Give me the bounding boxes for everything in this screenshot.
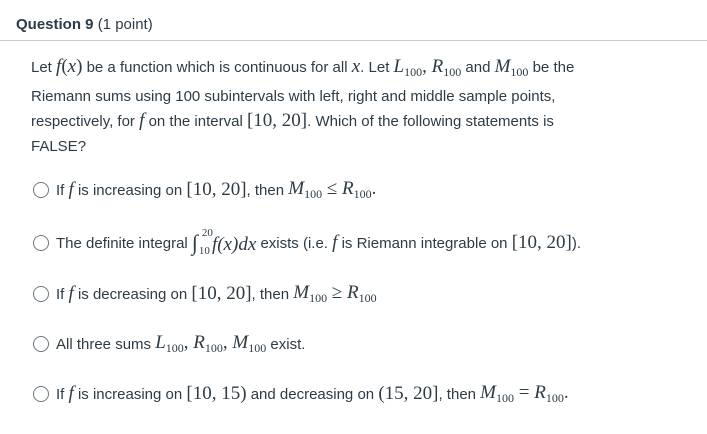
question-title: [16, 16, 153, 33]
radio-button[interactable]: [33, 235, 49, 251]
radio-button[interactable]: [33, 286, 49, 302]
divider: [0, 40, 707, 41]
question-points: (1 point): [97, 16, 153, 33]
answer-option-5[interactable]: If f is increasing on [10, 15) and decreasing on (15, 20] , then $M_{100} = R_{100}$.: [33, 382, 569, 406]
radio-button[interactable]: [33, 182, 49, 198]
answer-option-1[interactable]: If f is increasing on [10, 20] , then $M_{100} \le R_{100}$.: [33, 178, 376, 202]
answer-option-4[interactable]: All three sums $L_{100}$, $R_{100}$, $M_{100}$ exist.: [33, 332, 305, 356]
radio-button[interactable]: [33, 386, 49, 402]
answer-option-2[interactable]: The definite integral ∫ 20 10 f(x)dx exists (i.e. f is Riemann integrable on [10, 20] ).: [33, 231, 581, 255]
question-number: Question 9: [16, 16, 94, 33]
question-text: Let f(x) be a function which is continuous for all x. Let $L_{100}$, $R_{100}$ and $M_{100}$ be the Riemann sums using 100 subintervals with left, right and middle sample points, respectively, for f on the interval [10, 20]. Which of the following statements is FALSE?: [31, 56, 575, 155]
integral-sign: ∫ 20 10: [191, 227, 213, 257]
answer-option-3[interactable]: If f is decreasing on [10, 20] , then $M_{100} \ge R_{100}$: [33, 282, 377, 306]
radio-button[interactable]: [33, 336, 49, 352]
